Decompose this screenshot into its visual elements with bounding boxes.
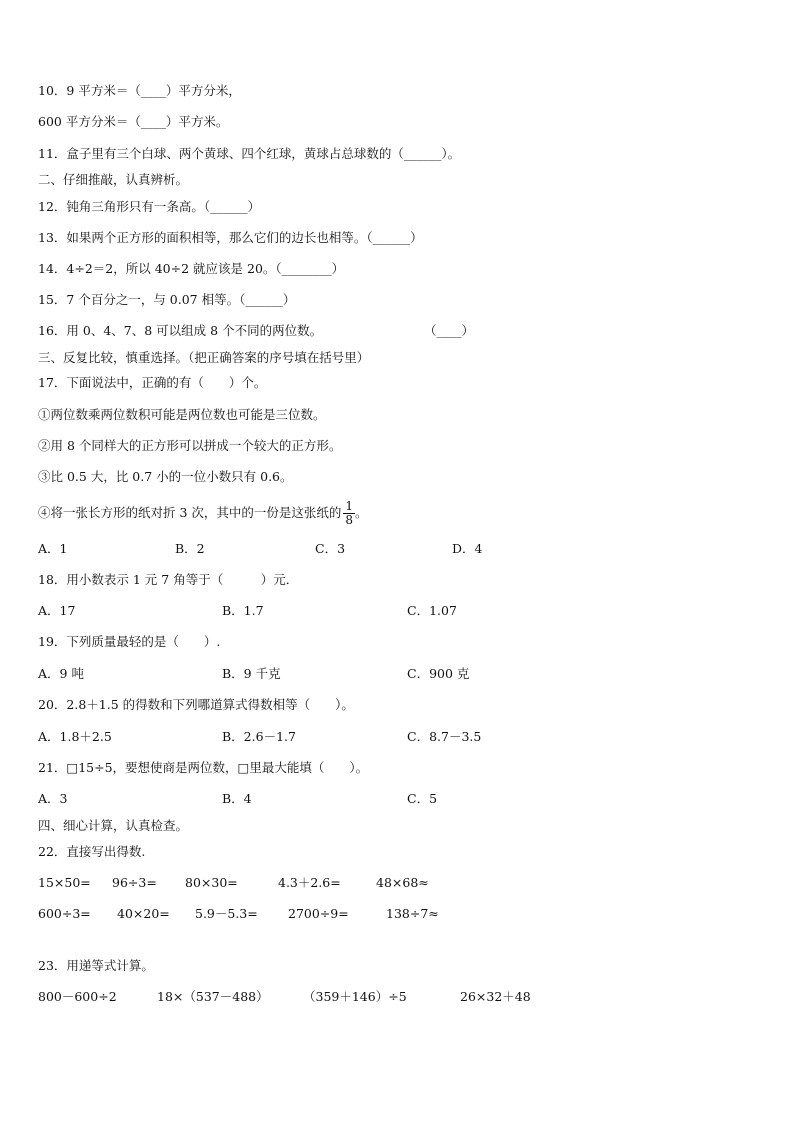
q19-option-c: C．900 克 <box>407 666 470 681</box>
q17-option-b: B．2 <box>175 541 205 556</box>
line-q20: 20．2.8＋1.5 的得数和下列哪道算式得数相等（ ）。 <box>38 697 354 712</box>
section-two-heading: 二、仔细推敲，认真辨析。 <box>38 172 189 187</box>
line-q18: 18．用小数表示 1 元 7 角等于（ ）元． <box>38 572 299 587</box>
line-q13: 13．如果两个正方形的面积相等，那么它们的边长也相等。（______） <box>38 230 423 245</box>
q17-statement-4 <box>38 496 368 530</box>
q22-row1-item5: 48×68≈ <box>376 875 429 890</box>
q22-row1-item4: 4.3＋2.6= <box>278 875 341 890</box>
q18-option-b: B．1.7 <box>222 603 264 618</box>
q20-option-c: C．8.7－3.5 <box>407 729 482 744</box>
line-q11: 11．盒子里有三个白球、两个黄球、四个红球，黄球占总球数的（______）。 <box>38 146 461 161</box>
line-q10b: 600 平方分米＝（____）平方米。 <box>38 114 229 129</box>
fraction-numerator: 1 <box>345 499 354 513</box>
fraction-denominator: 8 <box>345 513 354 527</box>
q22-row2-item2: 40×20= <box>117 906 170 921</box>
q17-option-a: A．1 <box>38 541 68 556</box>
q23-item3: （359＋146）÷5 <box>303 989 407 1004</box>
q22-row1-item2: 96÷3= <box>112 875 157 890</box>
q21-option-a: A．3 <box>38 791 68 806</box>
q22-row1-item3: 80×30= <box>185 875 238 890</box>
line-q14: 14．4÷2＝2，所以 40÷2 就应该是 20。（________） <box>38 261 345 276</box>
q17-statement-3: ③比 0.5 大，比 0.7 小的一位小数只有 0.6。 <box>38 469 293 484</box>
line-q12: 12．钝角三角形只有一条高。（______） <box>38 199 261 214</box>
q17-statement-2: ②用 8 个同样大的正方形可以拼成一个较大的正方形。 <box>38 438 342 453</box>
q23-item2: 18×（537－488） <box>157 989 269 1004</box>
section-four-heading: 四、细心计算，认真检查。 <box>38 818 189 833</box>
line-q23: 23．用递等式计算。 <box>38 958 154 973</box>
q17-option-d: D．4 <box>452 541 483 556</box>
q22-row2-item4: 2700÷9= <box>288 906 349 921</box>
line-q17: 17．下面说法中，正确的有（ ）个。 <box>38 375 267 390</box>
line-q19: 19．下列质量最轻的是（ ）. <box>38 634 221 649</box>
q22-row2-item5: 138÷7≈ <box>386 906 439 921</box>
q22-row1-item1: 15×50= <box>38 875 91 890</box>
section-three-heading: 三、反复比较，慎重选择。（把正确答案的序号填在括号里） <box>38 350 370 365</box>
q23-item1: 800－600÷2 <box>38 989 117 1004</box>
q23-item4: 26×32＋48 <box>460 989 531 1004</box>
q18-option-a: A．17 <box>38 603 76 618</box>
q19-option-a: A．9 吨 <box>38 666 84 681</box>
q17-option-c: C．3 <box>315 541 346 556</box>
line-q16: 16．用 0、4、7、8 可以组成 8 个不同的两位数。 <box>38 323 323 338</box>
line-q22: 22．直接写出得数. <box>38 844 146 859</box>
q21-option-b: B．4 <box>222 791 252 806</box>
fraction-suffix: 。 <box>355 505 368 520</box>
fraction-one-eighth <box>343 500 355 527</box>
line-q10a: 10．9 平方米＝（____）平方分米， <box>38 83 241 98</box>
q19-option-b: B．9 千克 <box>222 666 281 681</box>
q20-option-a: A．1.8＋2.5 <box>38 729 112 744</box>
line-q15: 15．7 个百分之一，与 0.07 相等。（______） <box>38 292 296 307</box>
q18-option-c: C．1.07 <box>407 603 457 618</box>
q17-statement-4-text: ④将一张长方形的纸对折 3 次，其中的一份是这张纸的 <box>38 505 342 520</box>
q22-row2-item1: 600÷3= <box>38 906 91 921</box>
q20-option-b: B．2.6－1.7 <box>222 729 296 744</box>
q17-statement-1: ①两位数乘两位数积可能是两位数也可能是三位数。 <box>38 407 326 422</box>
q21-option-c: C．5 <box>407 791 438 806</box>
q16-blank: （____） <box>424 323 475 338</box>
q22-row2-item3: 5.9－5.3= <box>195 906 258 921</box>
line-q21: 21．□15÷5，要想使商是两位数，□里最大能填（ ）。 <box>38 760 369 775</box>
